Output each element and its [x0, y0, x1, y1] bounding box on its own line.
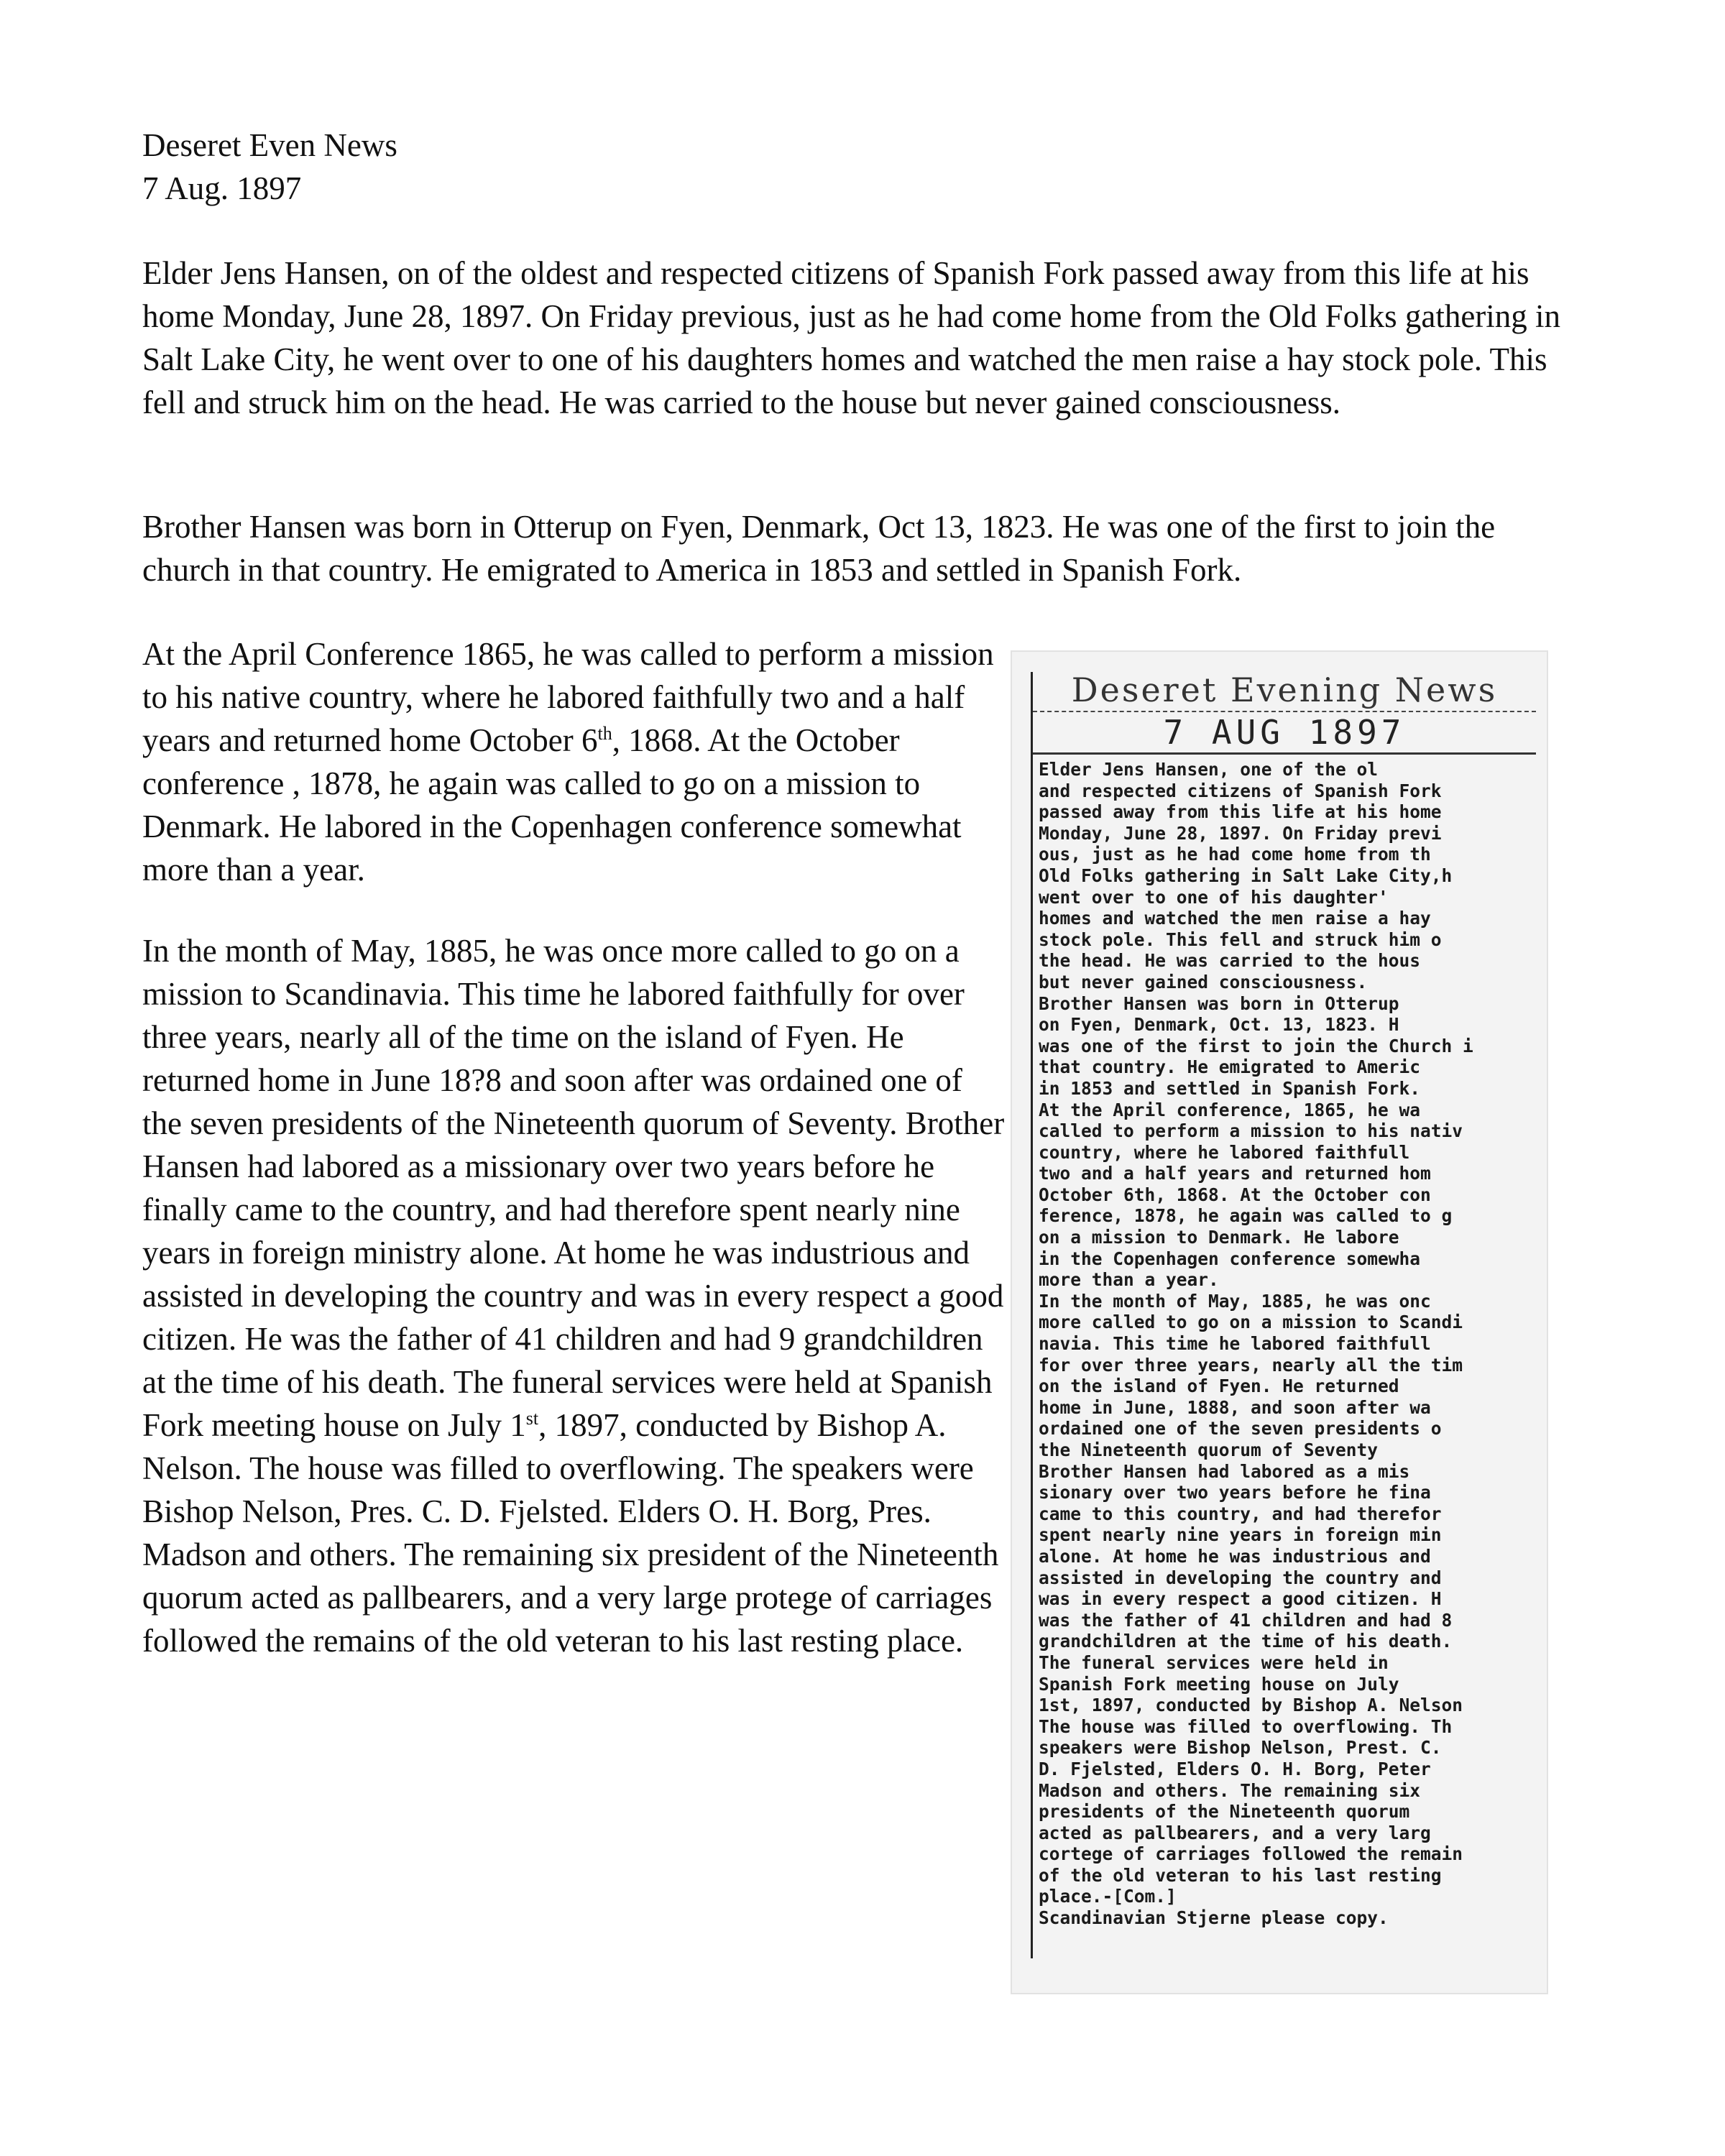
- clipping-date: 7 AUG 1897: [1033, 712, 1536, 755]
- clipping-line: ous, just as he had come home from th: [1039, 844, 1431, 865]
- clipping-line: spent nearly nine years in foreign min: [1039, 1524, 1442, 1546]
- clipping-line: on the island of Fyen. He returned: [1039, 1376, 1399, 1397]
- paragraph-text: , 1868. At the October conference , 1878, he again was called to go on a mission to Denmark. He labored in the Copenhagen conference somewhat more than a year.: [142, 722, 962, 888]
- ordinal-suffix: th: [597, 723, 612, 744]
- paragraph-text: , 1897, conducted by Bishop A. Nelson. The house was filled to overflowing. The speakers were Bishop Nelson, Pres. C. D. Fjelsted. Elders O. H. Borg, Pres. Madson and others. The remaining six president of the Nineteenth quorum acted as pallbearers, and a very large protege of carriages followed the remains of the old veteran to his last resting place.: [142, 1407, 999, 1659]
- clipping-line: homes and watched the men raise a hay: [1039, 908, 1431, 929]
- clipping-line: ordained one of the seven presidents o: [1039, 1418, 1442, 1439]
- clipping-content: [1031, 672, 1536, 1958]
- clipping-line: navia. This time he labored faithfull: [1039, 1333, 1431, 1355]
- clipping-line: the Nineteenth quorum of Seventy: [1039, 1439, 1379, 1460]
- clipping-line: place.-[Com.]: [1039, 1886, 1177, 1907]
- paragraph-text: In the month of May, 1885, he was once more called to go on a mission to Scandinavia. This time he labored faithfully for over three years, nearly all of the time on the island of Fyen. He returned home in June 18?8 and soon after was ordained one of the seven presidents of the Nineteenth quorum of Seventy. Brother Hansen had labored as a missionary over two years before he finally came to the country, and had therefore spent nearly nine years in foreign ministry alone. At home he was industrious and assisted in developing the country and was in every respect a good citizen. He was the father of 41 children and had 9 grandchildren at the time of his death. The funeral services were held at Spanish Fork meeting house on July 1: [142, 933, 1005, 1443]
- clipping-line: Brother Hansen was born in Otterup: [1039, 992, 1399, 1014]
- clipping-line: alone. At home he was industrious and: [1039, 1545, 1431, 1567]
- clipping-line: in the Copenhagen conference somewha: [1039, 1248, 1421, 1269]
- clipping-line: came to this country, and had therefor: [1039, 1503, 1442, 1524]
- paragraph-biography: Brother Hansen was born in Otterup on Fyen, Denmark, Oct 13, 1823. He was one of the first to join the church in that country. He emigrated to America in 1853 and settled in Spanish Fork.: [142, 509, 1496, 588]
- paragraph-death-notice: Elder Jens Hansen, on of the oldest and respected citizens of Spanish Fork passed away from this life at his home Monday, June 28, 1897. On Friday previous, just as he had come home from the Old Folks gathering in Salt Lake City, he went over to one of his daughters homes and watched the men raise a hay stock pole. This fell and struck him on the head. He was carried to the house but never gained consciousness.: [142, 255, 1561, 420]
- clipping-line: went over to one of his daughter': [1039, 886, 1389, 908]
- clipping-line: ference, 1878, he again was called to g: [1039, 1205, 1453, 1227]
- clipping-line: the head. He was carried to the hous: [1039, 950, 1421, 972]
- clipping-line: 1st, 1897, conducted by Bishop A. Nelson: [1039, 1695, 1463, 1716]
- clipping-line: At the April conference, 1865, he wa: [1039, 1099, 1421, 1120]
- clipping-line: acted as pallbearers, and a very larg: [1039, 1822, 1431, 1843]
- clipping-line: on a mission to Denmark. He labore: [1039, 1227, 1399, 1248]
- clipping-line: in 1853 and settled in Spanish Fork.: [1039, 1077, 1421, 1099]
- clipping-line: called to perform a mission to his nativ: [1039, 1120, 1463, 1142]
- clipping-line: sionary over two years before he fina: [1039, 1482, 1431, 1503]
- clipping-line: more than a year.: [1039, 1269, 1219, 1291]
- clipping-line: Spanish Fork meeting house on July: [1039, 1673, 1399, 1695]
- clipping-line: assisted in developing the country and: [1039, 1567, 1442, 1588]
- clipping-line: two and a half years and returned hom: [1039, 1163, 1431, 1184]
- clipping-line: more called to go on a mission to Scandi: [1039, 1312, 1463, 1333]
- clipping-line: In the month of May, 1885, he was onc: [1039, 1290, 1431, 1312]
- paragraph-later-life-funeral: [142, 929, 1005, 1662]
- clipping-line: speakers were Bishop Nelson, Prest. C.: [1039, 1737, 1442, 1759]
- paragraph-text: At the April Conference 1865, he was called to perform a mission to his native country, where he labored faithfully two and a half years and returned home October 6: [142, 636, 994, 758]
- clipping-line: was the father of 41 children and had 8: [1039, 1609, 1453, 1631]
- clipping-line: D. Fjelsted, Elders O. H. Borg, Peter: [1039, 1758, 1431, 1779]
- clipping-line: stock pole. This fell and struck him o: [1039, 929, 1442, 950]
- clipping-line: Old Folks gathering in Salt Lake City,h: [1039, 865, 1453, 886]
- clipping-line: Madson and others. The remaining six: [1039, 1779, 1421, 1801]
- clipping-line: cortege of carriages followed the remain: [1039, 1843, 1463, 1865]
- clipping-line: October 6th, 1868. At the October con: [1039, 1184, 1431, 1205]
- clipping-line: Scandinavian Stjerne please copy.: [1039, 1907, 1389, 1929]
- document-header: [142, 124, 1580, 210]
- clipping-line: that country. He emigrated to Americ: [1039, 1056, 1421, 1078]
- clipping-line: presidents of the Nineteenth quorum: [1039, 1801, 1410, 1823]
- paragraph-first-missions: [142, 632, 1005, 891]
- source-title: Deseret Even News: [142, 127, 397, 163]
- clipping-line: Brother Hansen had labored as a mis: [1039, 1460, 1410, 1482]
- clipping-line: Monday, June 28, 1897. On Friday previ: [1039, 822, 1442, 844]
- clipping-line: and respected citizens of Spanish Fork: [1039, 780, 1442, 801]
- newspaper-clipping-image: [1011, 650, 1548, 1994]
- clipping-line: grandchildren at the time of his death.: [1039, 1631, 1453, 1652]
- clipping-masthead: Deseret Evening News: [1033, 672, 1536, 712]
- clipping-line: was one of the first to join the Church i: [1039, 1035, 1473, 1056]
- clipping-line: was in every respect a good citizen. H: [1039, 1588, 1442, 1610]
- clipping-body-text: [1033, 755, 1536, 1929]
- clipping-line: for over three years, nearly all the tim: [1039, 1354, 1463, 1376]
- ordinal-suffix: st: [525, 1408, 539, 1429]
- clipping-line: but never gained consciousness.: [1039, 971, 1368, 992]
- clipping-line: home in June, 1888, and soon after wa: [1039, 1396, 1431, 1418]
- clipping-line: country, where he labored faithfull: [1039, 1141, 1410, 1163]
- clipping-line: of the old veteran to his last resting: [1039, 1864, 1442, 1886]
- clipping-line: on Fyen, Denmark, Oct. 13, 1823. H: [1039, 1014, 1399, 1036]
- clipping-line: passed away from this life at his home: [1039, 801, 1442, 823]
- clipping-line: The funeral services were held in: [1039, 1651, 1389, 1673]
- clipping-line: Elder Jens Hansen, one of the ol: [1039, 759, 1379, 780]
- clipping-line: The house was filled to overflowing. Th: [1039, 1715, 1453, 1737]
- publication-date: 7 Aug. 1897: [142, 170, 302, 206]
